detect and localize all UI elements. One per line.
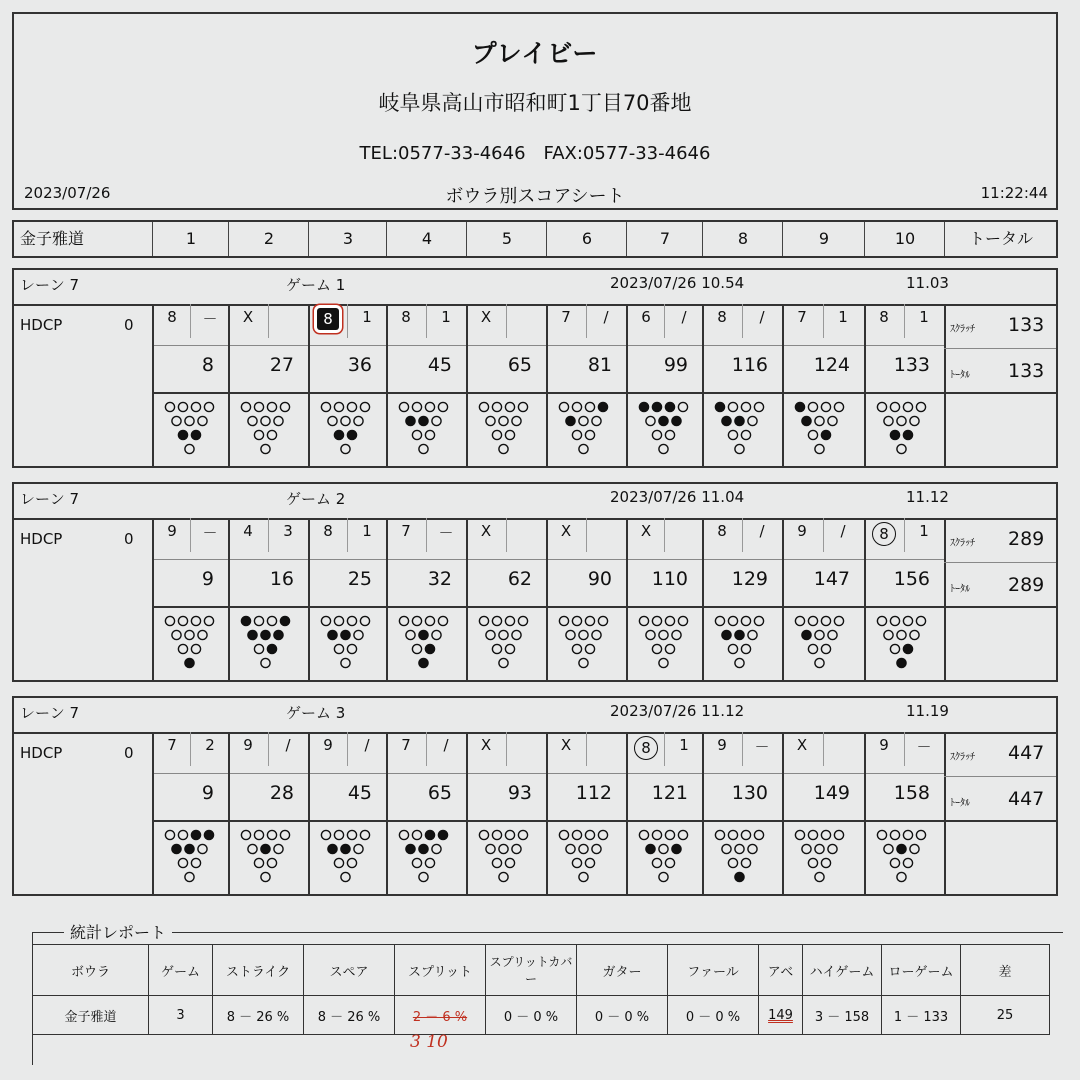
frame-header: 2 [228, 222, 309, 256]
frame-score: 9 [201, 568, 214, 590]
ball-1: 7 [401, 736, 411, 754]
pin-diagram [876, 400, 936, 462]
ball-2: 1 [362, 308, 372, 326]
pin-diagram [876, 828, 936, 890]
stats-value: 0 － 0 % [668, 996, 759, 1035]
frame-score: 65 [427, 782, 452, 804]
pin-diagram [794, 614, 854, 676]
pin-diagram [794, 828, 854, 890]
pin-diagram [714, 828, 774, 890]
stats-title: 統計レポート [64, 920, 172, 943]
stats-header: スプリット [395, 945, 486, 996]
ball-1: X [560, 522, 572, 540]
frame-score: 110 [651, 568, 688, 590]
frame-score: 8 [201, 354, 214, 376]
pin-diagram [164, 828, 224, 890]
pin-diagram [164, 614, 224, 676]
pin-diagram [638, 614, 698, 676]
ball-2: 1 [362, 522, 372, 540]
ball-1: X [796, 736, 808, 754]
hdcp-value: 0 [124, 530, 134, 548]
ball-2: / [603, 308, 609, 326]
frame-score: 99 [663, 354, 688, 376]
game-start-time: 2023/07/26 11.12 [610, 702, 745, 720]
stats-header: 差 [961, 945, 1050, 996]
frame-header: 1 [152, 222, 229, 256]
pin-diagram [478, 828, 538, 890]
player-name-header: 金子雅道 [20, 229, 85, 248]
pin-diagram [398, 614, 458, 676]
pin-diagram [558, 828, 618, 890]
ball-1: X [480, 308, 492, 326]
ball-2: / [840, 522, 846, 540]
game-end-time: 11.19 [906, 702, 949, 720]
ball-2: － [754, 738, 770, 756]
game-start-time: 2023/07/26 11.04 [610, 488, 745, 506]
ball-2: 3 [283, 522, 293, 540]
ball-1: 9 [879, 736, 889, 754]
total-label: ﾄｰﾀﾙ [950, 370, 970, 381]
lane-label: レーン 7 [20, 704, 80, 722]
frame-score: 130 [731, 782, 768, 804]
ball-1: 9 [717, 736, 727, 754]
hdcp-value: 0 [124, 744, 134, 762]
frame-score: 25 [347, 568, 372, 590]
game-label: ゲーム 1 [286, 276, 346, 294]
frame-score: 65 [507, 354, 532, 376]
pin-diagram [714, 400, 774, 462]
stats-value: 2 － 6 % [395, 996, 486, 1035]
frame-header: 3 [308, 222, 387, 256]
ball-1: 8 [323, 522, 333, 540]
ball-1: 4 [243, 522, 253, 540]
pin-diagram [240, 614, 300, 676]
total-label: ﾄｰﾀﾙ [950, 798, 970, 809]
handwritten-correction: 3 10 [410, 1032, 448, 1052]
center-name: プレイビー [471, 39, 599, 68]
lane-label: レーン 7 [20, 276, 80, 294]
ball-1: 9 [243, 736, 253, 754]
frame-header: 4 [386, 222, 467, 256]
scratch-label: ｽｸﾗｯﾁ [950, 538, 975, 549]
ball-1 [310, 308, 346, 330]
ball-1: X [480, 522, 492, 540]
ball-2: / [681, 308, 687, 326]
ball-2: 1 [919, 522, 929, 540]
split-mark: 8 [872, 522, 896, 546]
pin-diagram [714, 614, 774, 676]
frame-score: 147 [813, 568, 850, 590]
sheet-header [12, 12, 1058, 210]
frame-score: 9 [201, 782, 214, 804]
ball-1: 9 [323, 736, 333, 754]
frame-header: 6 [546, 222, 627, 256]
pin-diagram [478, 614, 538, 676]
game-block [12, 482, 1058, 682]
hdcp-label: HDCP [20, 530, 63, 548]
sheet-title: ボウラ別スコアシート [445, 186, 625, 207]
pin-diagram [478, 400, 538, 462]
frame-score: 149 [813, 782, 850, 804]
stats-header: ローゲーム [882, 945, 961, 996]
stats-header: アベ [759, 945, 803, 996]
game-label: ゲーム 2 [286, 490, 346, 508]
pin-diagram [558, 400, 618, 462]
print-date: 2023/07/26 [24, 184, 111, 202]
frame-header: 9 [782, 222, 865, 256]
stats-value: 3 [149, 996, 213, 1035]
game-label: ゲーム 3 [286, 704, 346, 722]
center-phone-fax: TEL:0577-33-4646 FAX:0577-33-4646 [359, 143, 711, 164]
frame-score: 124 [813, 354, 850, 376]
print-time: 11:22:44 [980, 184, 1048, 202]
frame-score: 90 [587, 568, 612, 590]
total-label: ﾄｰﾀﾙ [950, 584, 970, 595]
frame-header: 10 [864, 222, 945, 256]
stats-header: ハイゲーム [803, 945, 882, 996]
ball-1: 8 [717, 308, 727, 326]
game-block [12, 696, 1058, 896]
scratch-label: ｽｸﾗｯﾁ [950, 752, 975, 763]
ball-1: 9 [167, 522, 177, 540]
pin-diagram [558, 614, 618, 676]
ball-2: 1 [679, 736, 689, 754]
ball-1: 8 [879, 308, 889, 326]
pin-diagram [320, 400, 380, 462]
frame-score: 121 [651, 782, 688, 804]
frame-header: 5 [466, 222, 547, 256]
pin-diagram [876, 614, 936, 676]
ball-1: 8 [167, 308, 177, 326]
scratch-total: 447 [1008, 742, 1045, 764]
frame-score: 45 [347, 782, 372, 804]
stats-value: 25 [961, 996, 1050, 1035]
ball-2: / [759, 522, 765, 540]
frame-score: 112 [575, 782, 612, 804]
stats-value: 149 [759, 996, 803, 1035]
stats-report [12, 920, 1058, 1070]
column-header-row [12, 220, 1058, 258]
stats-header: ボウラ [33, 945, 149, 996]
ball-1: X [640, 522, 652, 540]
ball-2: － [202, 524, 218, 542]
pin-diagram [794, 400, 854, 462]
stats-value: 0 － 0 % [577, 996, 668, 1035]
ball-2: / [364, 736, 370, 754]
game-end-time: 11.12 [906, 488, 949, 506]
stats-table [32, 944, 1050, 1035]
stats-value: 0 － 0 % [486, 996, 577, 1035]
frame-score: 129 [731, 568, 768, 590]
frame-header: 7 [626, 222, 703, 256]
stats-header: スプリットカバー [486, 945, 577, 996]
game-start-time: 2023/07/26 10.54 [610, 274, 745, 292]
ball-1: X [480, 736, 492, 754]
lane-label: レーン 7 [20, 490, 80, 508]
frame-header: 8 [702, 222, 783, 256]
ball-1: 7 [401, 522, 411, 540]
pin-diagram [398, 828, 458, 890]
ball-1: 7 [797, 308, 807, 326]
stats-value: 8 － 26 % [213, 996, 304, 1035]
game-block [12, 268, 1058, 468]
frame-score: 45 [427, 354, 452, 376]
ball-1: 8 [717, 522, 727, 540]
ball-1 [866, 522, 902, 546]
frame-score: 93 [507, 782, 532, 804]
ball-2: － [202, 310, 218, 328]
pin-diagram [240, 400, 300, 462]
ball-2: / [285, 736, 291, 754]
ball-1: 8 [401, 308, 411, 326]
ball-2: / [759, 308, 765, 326]
ball-2: 1 [919, 308, 929, 326]
stats-header: ゲーム [149, 945, 213, 996]
game-end-time: 11.03 [906, 274, 949, 292]
split-mark: 8 [634, 736, 658, 760]
stats-header: ストライク [213, 945, 304, 996]
scratch-total: 289 [1008, 528, 1045, 550]
total-header: トータル [944, 222, 1057, 256]
frame-score: 28 [269, 782, 294, 804]
frame-score: 32 [427, 568, 452, 590]
stats-value: 金子雅道 [33, 996, 149, 1035]
grand-total: 133 [1008, 360, 1045, 382]
ball-2: － [916, 738, 932, 756]
frame-score: 62 [507, 568, 532, 590]
hdcp-label: HDCP [20, 316, 63, 334]
ball-1: 7 [561, 308, 571, 326]
frame-score: 27 [269, 354, 294, 376]
ball-2: 1 [441, 308, 451, 326]
ball-2: 1 [838, 308, 848, 326]
pin-diagram [164, 400, 224, 462]
pin-diagram [398, 400, 458, 462]
ball-1: X [560, 736, 572, 754]
frame-score: 36 [347, 354, 372, 376]
ball-1: 9 [797, 522, 807, 540]
stats-value: 1 － 133 [882, 996, 961, 1035]
hdcp-label: HDCP [20, 744, 63, 762]
grand-total: 289 [1008, 574, 1045, 596]
center-address: 岐阜県高山市昭和町1丁目70番地 [378, 91, 692, 115]
ball-1: X [242, 308, 254, 326]
frame-score: 133 [893, 354, 930, 376]
pin-diagram [320, 614, 380, 676]
ball-2: － [438, 524, 454, 542]
pin-diagram [240, 828, 300, 890]
stats-header: ファール [668, 945, 759, 996]
pin-diagram [638, 828, 698, 890]
frame-score: 116 [731, 354, 768, 376]
pin-diagram [320, 828, 380, 890]
pin-diagram [638, 400, 698, 462]
stats-header: スペア [304, 945, 395, 996]
ball-2: / [443, 736, 449, 754]
ball-1 [628, 736, 664, 760]
stats-value: 3 － 158 [803, 996, 882, 1035]
scratch-total: 133 [1008, 314, 1045, 336]
ball-1: 6 [641, 308, 651, 326]
ball-1: 7 [167, 736, 177, 754]
frame-score: 158 [893, 782, 930, 804]
stats-value: 8 － 26 % [304, 996, 395, 1035]
hdcp-value: 0 [124, 316, 134, 334]
stats-header: ガター [577, 945, 668, 996]
scratch-label: ｽｸﾗｯﾁ [950, 324, 975, 335]
frame-score: 16 [269, 568, 294, 590]
grand-total: 447 [1008, 788, 1045, 810]
frame-score: 156 [893, 568, 930, 590]
frame-score: 81 [587, 354, 612, 376]
ball-2: 2 [205, 736, 215, 754]
split-mark: 8 [317, 308, 339, 330]
